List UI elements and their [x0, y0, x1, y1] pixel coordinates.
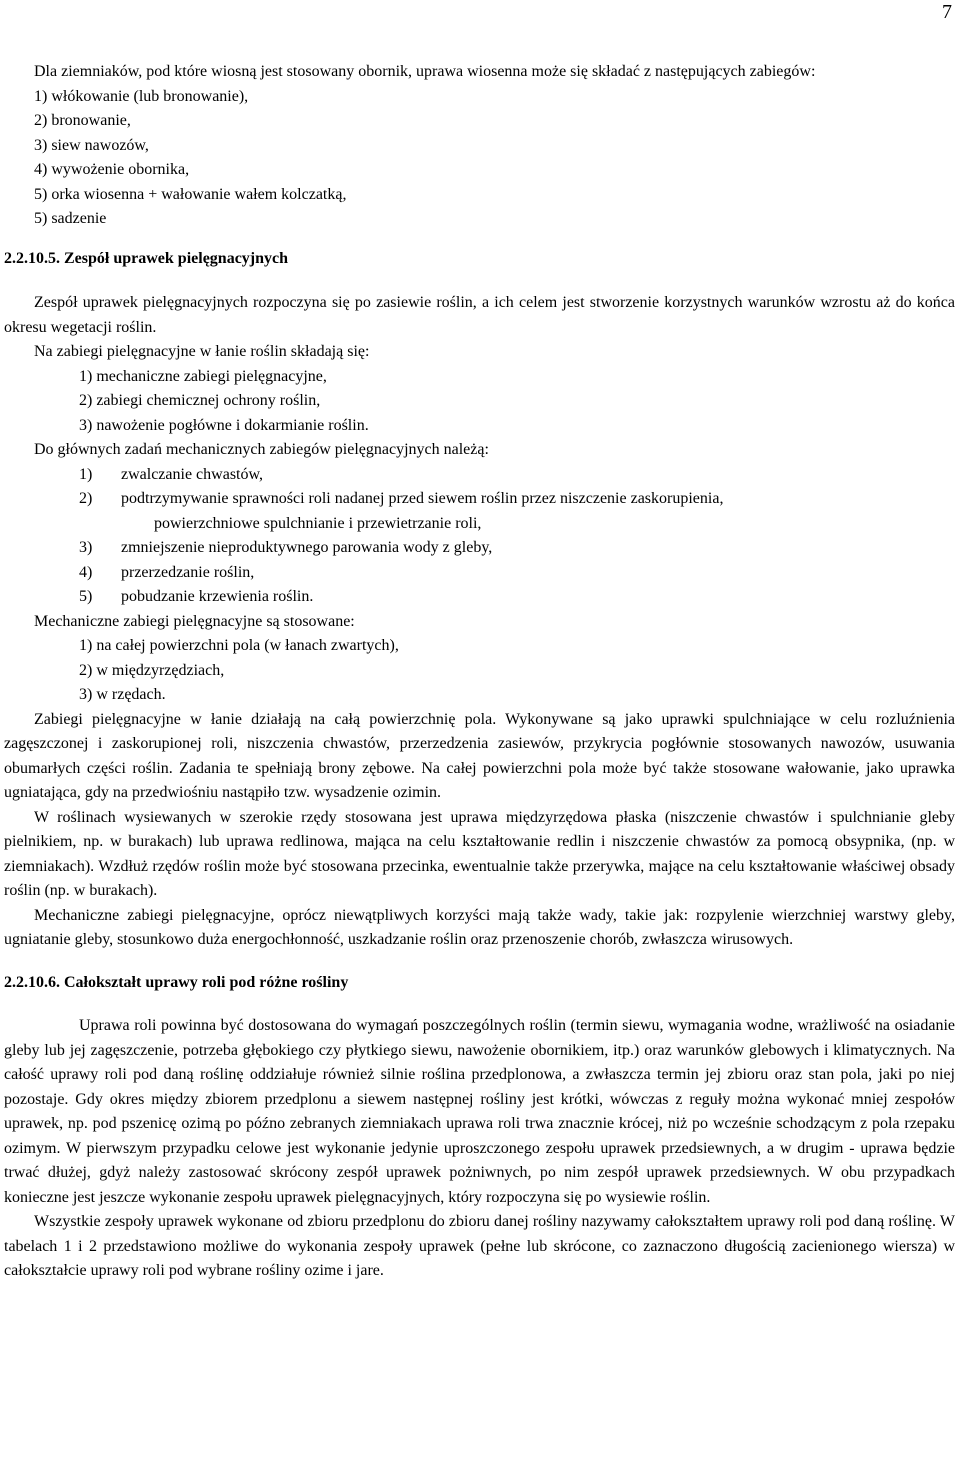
paragraph: Mechaniczne zabiegi pielęgnacyjne, oprócz niewątpliwych korzyści mają także wady, takie jak: rozpylenie wierzchniej warstwy gleby, ugniatanie gleby, stosunkowo duża energochłonność, uszkadzanie roślin oraz przenoszenie chorób, zwłaszcza wirusowych. — [4, 906, 955, 948]
list-item: 2) zabiegi chemicznej ochrony roślin, — [79, 392, 321, 409]
paragraph: Do głównych zadań mechanicznych zabiegów pielęgnacyjnych należą: — [34, 441, 489, 458]
paragraph: Mechaniczne zabiegi pielęgnacyjne są stosowane: — [34, 612, 355, 630]
list-item: 5) orka wiosenna + wałowanie wałem kolczatką, — [34, 185, 347, 203]
paragraph: W roślinach wysiewanych w szerokie rzędy stosowana jest uprawa międzyrzędowa płaska (niszczenie chwastów i spulchnianie gleby pielnikiem, np. w burakach) lub uprawa redlinowa, mająca na celu kształtowanie redlin i niszczenie chwastów za pomocą obsypnika, (np. w ziemniakach). Wzdłuż rzędów roślin może być stosowana przecinka, ewentualnie także przerywka, mające na celu kształtowanie właściwej obsady roślin (np. w burakach). — [4, 808, 955, 899]
section-heading: 2.2.10.5. Zespół uprawek pielęgnacyjnych — [4, 249, 289, 267]
intro-list — [4, 85, 955, 232]
list-item: 5) sadzenie — [34, 210, 107, 227]
list-item: 3) zmniejszenie nieproduktywnego parowania wody z gleby, — [79, 539, 493, 556]
list-item: 1) na całej powierzchni pola (w łanach zwartych), — [79, 637, 399, 654]
list-item: 2) w międzyrzędziach, — [79, 661, 225, 679]
list-item: 1) mechaniczne zabiegi pielęgnacyjne, — [79, 367, 327, 385]
paragraph: Zabiegi pielęgnacyjne w łanie działają na całą powierzchnię pola. Wykonywane są jako uprawki spulchniające w celu rozluźnienia zagęszczonej i zaskorupionej roli, niszczenia chwastów, przerzedzenia zasiewów, przykrycia pogłównie stosowanych nawozów, usuwania obumarłych części roślin. Zadania te spełniają brony zębowe. Na całej powierzchni pola może być także stosowane wałowanie, jako uprawka ugniatająca, gdy na przedwiośniu nastąpiło tzw. wysadzenie ozimin. — [4, 710, 955, 801]
list-item-continuation: powierzchniowe spulchnianie i przewietrzanie roli, — [154, 514, 482, 532]
paragraph: Na zabiegi pielęgnacyjne w łanie roślin składają się: — [34, 343, 370, 360]
page-number: 7 — [942, 1, 952, 23]
list-item: 2) bronowanie, — [34, 112, 131, 129]
list-item: 4) wywożenie obornika, — [34, 161, 190, 178]
care-components-list — [4, 365, 955, 439]
section-heading: 2.2.10.6. Całokształt uprawy roli pod różne rośliny — [4, 973, 349, 991]
intro-paragraph: Dla ziemniaków, pod które wiosną jest stosowany obornik, uprawa wiosenna może się składać z następujących zabiegów: — [34, 63, 816, 80]
paragraph: Wszystkie zespoły uprawek wykonane od zbioru przedplonu do zbioru danej rośliny nazywamy całokształtem uprawy roli pod daną roślinę. W tabelach 1 i 2 przedstawiono możliwe do wykonania zespoły uprawek (pełne lub skrócone, co zaznaczono długością zacienionego wiersza) w całokształcie uprawy roli pod wybrane rośliny ozime i jare. — [4, 1213, 955, 1279]
list-item: 3) siew nawozów, — [34, 136, 149, 154]
mechanical-tasks-list — [4, 463, 955, 610]
document-body — [4, 60, 955, 1284]
paragraph: Zespół uprawek pielęgnacyjnych rozpoczyna się po zasiewie roślin, a ich celem jest stworzenie korzystnych warunków wzrostu aż do końca okresu wegetacji roślin. — [4, 294, 955, 336]
paragraph: Uprawa roli powinna być dostosowana do wymagań poszczególnych roślin (termin siewu, wymagania wodne, wrażliwość na osiadanie gleby lub jej zagęszczenie, potrzeba głębokiego czy płytkiego siewu, nawożenie obornikiem, itp.) oraz warunków glebowych i klimatycznych. Na całość uprawy roli pod daną roślinę oddziałuje również silnie roślina przedplonowa, a zwłaszcza termin jej zbioru oraz stan pola, jaki po niej pozostaje. Gdy okres między zbiorem przedplonu a siewem następnej rośliny jest krótki, wówczas z reguły można wykonać mniej zespołów uprawek, np. pod pszenicę ozimą po późno zebranych ziemniakach uprawa roli trwa znacznie krócej, niż po wcześnie schodzącym z pola rzepaku ozimym. W pierwszym przypadku celowe jest wykonanie jedynie uproszczonego zespołu uprawek przedsiewnych, a w drugim - uprawa będzie trwać dłużej, gdyż należy zastosować skrócony zespół uprawek pożniwnych, po nim zespół uprawek przedsiewnych. W obu przypadkach konieczne jest jeszcze wykonanie zespołu uprawek pielęgnacyjnych, który rozpoczyna się po wysiewie roślin. — [4, 1017, 955, 1206]
list-item: 4) przerzedzanie roślin, — [79, 563, 255, 581]
list-item: 2) podtrzymywanie sprawności roli nadanej przed siewem roślin przez niszczenie zaskorupienia, — [79, 490, 724, 507]
list-item: 5) pobudzanie krzewienia roślin. — [79, 588, 314, 605]
application-list — [4, 634, 955, 708]
list-item: 1) włókowanie (lub bronowanie), — [34, 87, 249, 105]
list-item: 3) nawożenie pogłówne i dokarmianie roślin. — [79, 416, 369, 434]
list-item: 1) zwalczanie chwastów, — [79, 465, 263, 483]
list-item: 3) w rzędach. — [79, 686, 166, 703]
